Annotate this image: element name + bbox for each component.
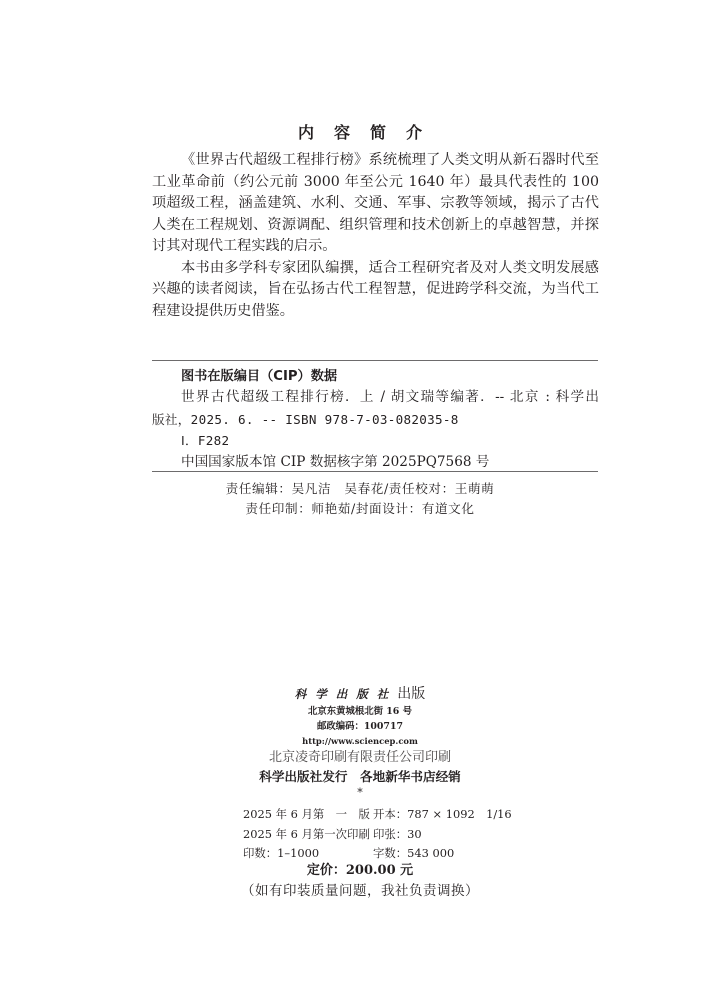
print-run: 印数：1–1000 — [243, 846, 320, 860]
cip-classification: Ⅰ．F282 — [181, 433, 230, 449]
publisher-postcode: 邮政编码：100717 — [316, 721, 403, 732]
credits-line-production: 责任印制：师艳茹/封面设计：有道文化 — [245, 500, 475, 516]
summary-paragraph-2: 本书由多学科专家团队编撰，适合工程研究者及对人类文明发展感兴趣的读者阅读，旨在弘扬古代工程智慧，促进跨学科交流，为当代工程建设提供历史借鉴。 — [152, 259, 599, 319]
cip-title-line: 世界古代超级工程排行榜．上 / 胡文瑞等编著．-- 北京 : 科学出 — [181, 389, 599, 406]
summary-paragraph-1: 《世界古代超级工程排行榜》系统梳理了人类文明从新石器时代至工业革命前（约公元前 3000 年至公元 1640 年）最具代表性的 100 项超级工程，涵盖建筑、水利、交通、军事、宗教等领域，揭示了古代人类在工程规划、资源调配、组织管理和技术创新上的卓越智慧，并探讨其对现代工程实践的启示。 — [152, 152, 599, 254]
cip-data-block — [152, 366, 599, 473]
quality-notice: （如有印装质量问题，我社负责调换） — [241, 883, 479, 899]
cip-isbn-line: 版社，2025. 6. -- ISBN 978-7-03-082035-8 — [152, 411, 459, 427]
publisher-suffix: 出版 — [397, 686, 426, 702]
cip-verification-number: 中国国家版本馆 CIP 数据核字第 2025PQ7568 号 — [181, 453, 490, 470]
price: 定价：200.00 元 — [306, 863, 414, 878]
content-summary — [152, 150, 599, 322]
publisher-address: 北京东黄城根北街 16 号 — [308, 706, 412, 717]
edition-date: 2025 年 6 月第 一 版 — [243, 807, 370, 821]
distribution-info: 科学出版社发行 各地新华书店经销 — [259, 769, 461, 784]
printing-date: 2025 年 6 月第一次印刷 — [243, 826, 370, 841]
publisher-block — [0, 684, 720, 800]
sheet-count: 印张：30 — [373, 826, 422, 841]
cip-bottom-rule — [152, 471, 598, 472]
word-count: 字数：543 000 — [373, 846, 455, 860]
separator-asterisk: * — [357, 786, 363, 799]
cip-top-rule — [152, 360, 598, 361]
publisher-logo-text: 科学出版社 — [294, 687, 398, 701]
credits-line-editors: 责任编辑：吴凡洁 吴春花/责任校对：王萌萌 — [225, 481, 495, 496]
publisher-name — [0, 684, 720, 704]
printer-name: 北京凌奇印刷有限责任公司印刷 — [268, 750, 451, 765]
publisher-url: http://www.sciencep.com — [302, 736, 418, 746]
page-title: 内容简介 — [297, 123, 442, 142]
cip-heading: 图书在版编目（CIP）数据 — [181, 369, 338, 384]
format-size: 开本：787 × 1092 1/16 — [373, 807, 512, 821]
editorial-credits — [0, 479, 720, 518]
